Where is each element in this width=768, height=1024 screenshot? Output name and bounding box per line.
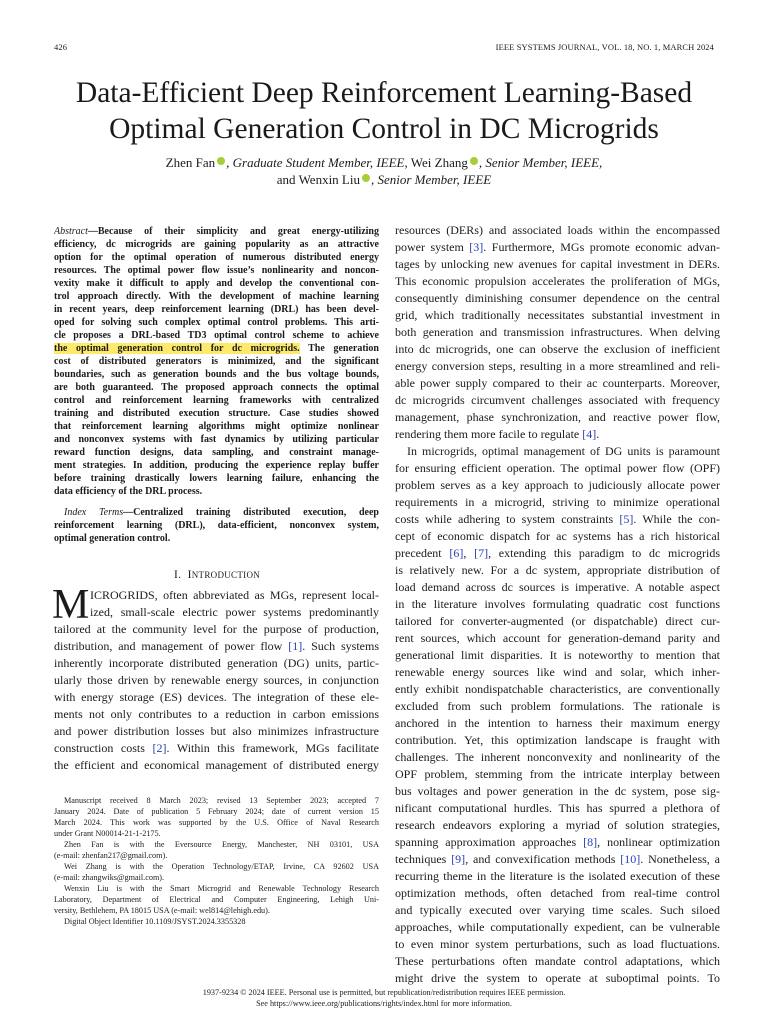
footnote-line: Wei Zhang is with the Operation Technology/ETAP, Irvine, CA 92602 USA	[64, 862, 379, 871]
citation-link[interactable]: [8]	[583, 835, 598, 849]
highlighted-text[interactable]: the optimal generation control for dc microgrids.	[54, 343, 300, 354]
body-line: distribution, and management of power flow [1]. Such systems	[54, 639, 379, 653]
footnote-line: under Grant N00014-21-1-2175.	[54, 829, 161, 838]
abstract-line: control and reinforcement learning frameworks with centralized	[54, 395, 379, 406]
abstract-line: option for the optimal operation of numerous distributed energy	[54, 252, 379, 263]
body-line: construction costs [2]. Within this framework, MGs facilitate	[54, 741, 379, 755]
footnote-line: Zhen Fan is with the Eversource Energy, Manchester, NH 03101, USA	[64, 840, 379, 849]
body-line: cept of economic dispatch for ac systems has a rich historical	[395, 529, 720, 543]
body-line: ized, small-scale electric power systems predominantly	[90, 605, 379, 619]
drop-cap: M	[52, 582, 90, 628]
body-line: bus voltages and power generation in the dc system, pose sig-	[395, 784, 720, 798]
footnote-line: March 2024. This work was supported by the U.S. Office of Naval Research	[54, 818, 379, 827]
body-line: might drive the system to operate at suboptimal points. To	[395, 971, 720, 985]
body-line: for ensuring efficient operation. The optimal power flow (OPF)	[395, 461, 720, 475]
abstract-line: the optimal generation control for dc microgrids. The generation	[54, 343, 379, 354]
abstract-line: vexity make it difficult to apply and develop the conventional con-	[54, 278, 379, 289]
orcid-icon[interactable]	[217, 157, 225, 165]
body-line: challenges. The inherent nonconvexity and nonlinearity of the	[395, 750, 720, 764]
body-line: load demand across dc sources is imperative. A notable aspect	[395, 580, 720, 594]
abstract-line: efficiency, dc microgrids are gaining popularity as an attractive	[54, 239, 379, 250]
body-line: to even minor system perturbations, such as load fluctuations.	[395, 937, 720, 951]
abstract-line: resources. The optimal power flow issue’s nonlinearity and noncon-	[54, 265, 379, 276]
body-line: is relatively new. For a dc system, appropriate distribution of	[395, 563, 720, 577]
body-line: tailored for converter-augmented (or dispatchable) direct cur-	[395, 614, 720, 628]
citation-link[interactable]: [3]	[469, 240, 484, 254]
body-line: and typically executed over varying time scales. Such siloed	[395, 903, 720, 917]
copyright-footer-line: 1937-9234 © 2024 IEEE. Personal use is permitted, but republication/redistribution requires IEEE permission.	[202, 988, 566, 997]
abstract-line: that reinforcement learning algorithms might optimize nonlinear	[54, 421, 379, 432]
footnote-line: Laboratory, Department of Electrical and Computer Engineering, Lehigh Uni-	[54, 895, 379, 904]
abstract-line: reward function designs, data sampling, and constraint manage-	[54, 447, 379, 458]
title-line-1: Data-Efficient Deep Reinforcement Learning-Based	[75, 77, 693, 109]
body-line: research endeavors exploring a myriad of solution strategies,	[395, 818, 720, 832]
abstract-line: ment strategies. In addition, producing the experience replay buffer	[54, 460, 379, 471]
abstract-line: Abstract—Because of their simplicity and great energy-utilizing	[54, 226, 379, 237]
body-line: inherently incorporate distributed generation (DG) units, partic-	[54, 656, 379, 670]
citation-link[interactable]: [4]	[582, 427, 597, 441]
body-line: ularly those driven by renewable energy sources, in conjunction	[54, 673, 379, 687]
body-line: spanning approximation approaches [8], nonlinear optimization	[395, 835, 720, 849]
body-line: resources (DERs) and associated loads within the encompassed	[395, 223, 720, 237]
abstract-line: boundaries, such as generation bounds and the bus voltage bounds,	[54, 369, 379, 380]
body-line: energy conversion steps, resulting in a more streamlined and reli-	[395, 359, 720, 373]
abstract-line: cle proposes a DRL-based TD3 optimal control scheme to achieve	[54, 330, 379, 341]
body-line: tailored at the community level for the purpose of production,	[54, 622, 379, 636]
author-line-1	[0, 155, 768, 171]
index-terms-line: optimal generation control.	[54, 533, 171, 544]
body-line: rendering them more facile to regulate [4].	[395, 427, 600, 441]
abstract-line: training and distributed execution structure. Case studies showed	[54, 408, 379, 419]
title-line-2: Optimal Generation Control in DC Microgrids	[109, 113, 659, 145]
body-line: with energy storage (ES) devices. The integration of these ele-	[54, 690, 379, 704]
footnote-line: Manuscript received 8 March 2023; revised 13 September 2023; accepted 7	[64, 796, 379, 805]
body-line: optimization methods, often detached from real-time control	[395, 886, 720, 900]
index-terms-label: Index Terms	[64, 507, 124, 518]
orcid-icon[interactable]	[470, 157, 478, 165]
body-line: OPF problem, stemming from the intricate interplay between	[395, 767, 720, 781]
page-number: 426	[54, 42, 68, 52]
abstract-line: cost of distributed generators is minimized, and the significant	[54, 356, 379, 367]
footnote-line: (e-mail: zhenfan217@gmail.com).	[54, 851, 168, 860]
citation-link[interactable]: [9]	[451, 852, 466, 866]
citation-link[interactable]: [10]	[620, 852, 641, 866]
body-line: the efficient and economical management of distributed energy	[54, 758, 379, 772]
author-role: , Graduate Student Member, IEEE,	[226, 155, 408, 170]
body-line: nificant computational hurdles. This has spurred a plethora of	[395, 801, 720, 815]
rights-link[interactable]: See https://www.ieee.org/publications/rights/index.html for more information.	[256, 999, 512, 1008]
citation-link[interactable]: [6]	[449, 546, 464, 560]
abstract-line: trol approach directly. With the development of machine learning	[54, 291, 379, 302]
body-line: approaches, while computationally expedient, can be vulnerable	[395, 920, 720, 934]
footnote-line: versity, Bethlehem, PA 18015 USA (e-mail: wel814@lehigh.edu).	[54, 906, 270, 915]
author-name: Wei Zhang	[410, 155, 468, 170]
abstract-line: oped for solving such complex optimal control problems. This arti-	[54, 317, 379, 328]
author-name: Zhen Fan	[165, 155, 216, 170]
abstract-line: before training drastically lowers learning failure, enhancing the	[54, 473, 379, 484]
body-line: ICROGRIDS, often abbreviated as MGs, represent local-	[90, 588, 379, 602]
body-line: requirements in a microgrid, striving to minimize operational	[395, 495, 720, 509]
body-line: both generation and transmission infrastructures. When delving	[395, 325, 720, 339]
abstract-line: and nonconvex systems with fast dynamics by utilizing particular	[54, 434, 379, 445]
abstract-line: data efficiency of the DRL process.	[54, 486, 203, 497]
body-line: excluded from such problem formulations. The rationale is	[395, 699, 720, 713]
orcid-icon[interactable]	[362, 174, 370, 182]
body-line: contribution. Yet, this optimization landscape is fraught with	[395, 733, 720, 747]
body-line: recurring theme in the literature is the isolated execution of these	[395, 869, 720, 883]
body-line: costs while adhering to system constraints [5]. While the con-	[395, 512, 720, 526]
body-line: grid, which traditionally necessitates substantial investment in	[395, 308, 720, 322]
body-line: able power supply compared to their ac counterparts. Moreover,	[395, 376, 720, 390]
body-line: management, phase synchronization, and reactive power flow,	[395, 410, 720, 424]
body-line: ments not only contributes to a reduction in carbon emissions	[54, 707, 379, 721]
index-terms-line: reinforcement learning (DRL), data-efficient, nonconvex system,	[54, 520, 379, 531]
body-line: precedent [6], [7], extending this paradigm to dc microgrids	[395, 546, 720, 560]
body-line: generational limit disparities. It is noteworthy to mention that	[395, 648, 720, 662]
body-line: renewable energy sources like wind and solar, which inher-	[395, 665, 720, 679]
body-line: In microgrids, optimal management of DG units is paramount	[407, 444, 720, 458]
author-line-2	[0, 172, 768, 188]
author-name: and Wenxin Liu	[276, 172, 360, 187]
body-line: rent sources, which account for generation-demand parity and	[395, 631, 720, 645]
body-line: into dc microgrids, one can observe the exclusion of inefficient	[395, 342, 720, 356]
body-line: problem serves as a key approach to judiciously allocate power	[395, 478, 720, 492]
index-terms-line: Index Terms—Centralized training distributed execution, deep	[64, 507, 379, 518]
body-line: These perturbations often mandate control adaptations, which	[395, 954, 720, 968]
body-line: dc microgrids circumvent challenges associated with frequency	[395, 393, 720, 407]
footnote-line: January 2024. Date of publication 5 February 2024; date of current version 15	[54, 807, 379, 816]
body-line: consequently diminishing consumer dependence on the central	[395, 291, 720, 305]
citation-link[interactable]: [7]	[474, 546, 489, 560]
body-line: anchored in the intention to harness their maximum energy	[395, 716, 720, 730]
citation-link[interactable]: [2]	[152, 741, 167, 755]
citation-link[interactable]: [5]	[619, 512, 634, 526]
footnote-line: (e-mail: zhangwiks@gmail.com).	[54, 873, 165, 882]
abstract-label: Abstract	[54, 226, 88, 237]
author-role: , Senior Member, IEEE	[370, 172, 492, 187]
body-line: and power distribution losses but also minimizes infrastructure	[54, 724, 379, 738]
journal-header: IEEE SYSTEMS JOURNAL, VOL. 18, NO. 1, MARCH 2024	[495, 42, 714, 52]
abstract-line: in recent years, deep reinforcement learning (DRL) has been devel-	[54, 304, 379, 315]
footnote-line: Digital Object Identifier 10.1109/JSYST.2024.3355328	[64, 917, 246, 926]
body-line: in the literature involves formulating quadratic cost functions	[395, 597, 720, 611]
body-line: techniques [9], and convexification methods [10]. Nonetheless, a	[395, 852, 720, 866]
abstract-line: are both guaranteed. The proposed approach connects the optimal	[54, 382, 379, 393]
citation-link[interactable]: [1]	[288, 639, 303, 653]
footnote-line: Wenxin Liu is with the Smart Microgrid and Renewable Technology Research	[64, 884, 379, 893]
author-role: , Senior Member, IEEE,	[478, 155, 603, 170]
body-line: power system [3]. Furthermore, MGs promote economic advan-	[395, 240, 720, 254]
section-heading: I. INTRODUCTION	[173, 569, 261, 581]
body-line: tages by unlocking new avenues for capital investment in DERs.	[395, 257, 720, 271]
body-line: This economic propulsion accelerates the proliferation of MGs,	[395, 274, 720, 288]
body-line: ently exhibit nondispatchable characteristics, are conventionally	[395, 682, 720, 696]
